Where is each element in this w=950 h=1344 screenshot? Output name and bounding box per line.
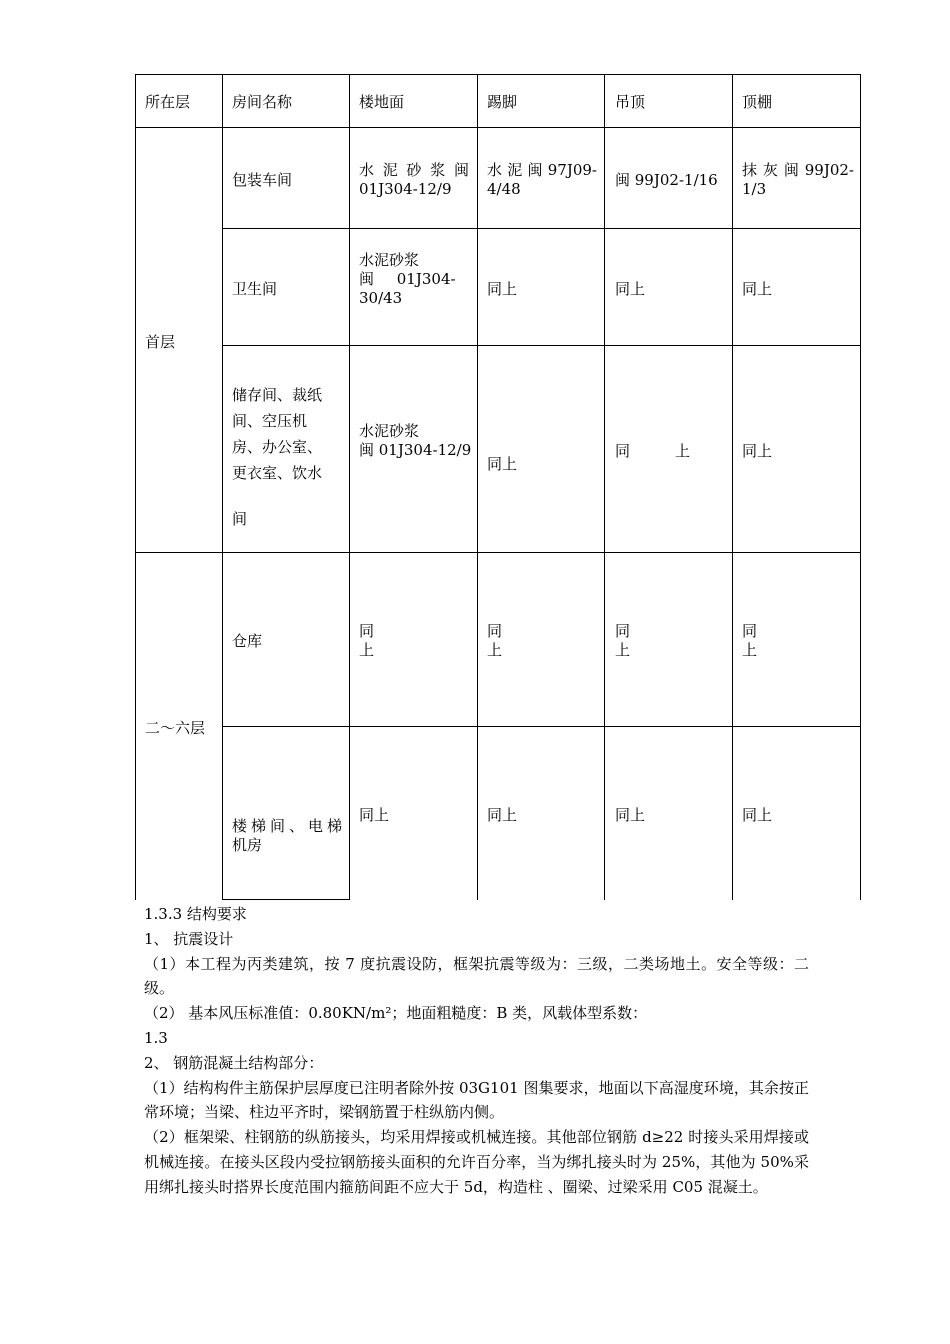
- subsection-heading: 2、 钢筋混凝土结构部分：: [144, 1053, 324, 1072]
- text-line: 间、空压机: [232, 412, 308, 430]
- table-line: [604, 74, 605, 900]
- text-line: 水泥砂浆: [359, 251, 420, 269]
- text-line: 同: [615, 622, 631, 640]
- table-header-cell: 所在层: [145, 93, 191, 111]
- structure-requirements: [144, 902, 809, 1200]
- table-line: [135, 127, 861, 128]
- text-line: 同: [359, 622, 375, 640]
- table-line: [477, 74, 478, 900]
- skirting-cell: [487, 622, 502, 660]
- floor-finish-cell: [359, 251, 471, 308]
- floor-label: 二～六层: [145, 719, 206, 737]
- text-line: 上: [359, 641, 375, 659]
- text-line: 楼梯间、电梯: [232, 817, 342, 835]
- text-line: 同: [742, 622, 758, 640]
- paragraph: （1）本工程为丙类建筑，按 7 度抗震设防，框架抗震等级为：三级，二类场地土。安全等级：二级。: [144, 954, 809, 998]
- table-line: [222, 345, 861, 346]
- table-line: [222, 228, 861, 229]
- text-line: 闽 01J304-: [359, 270, 456, 288]
- suspended-ceiling-cell: 同 上: [615, 442, 691, 460]
- table-header-cell: 楼地面: [359, 93, 405, 111]
- floor-finish-cell: [359, 422, 471, 460]
- floor-finish-cell: 同上: [359, 806, 390, 824]
- room-name-cell: [232, 817, 342, 855]
- table-header-cell: 吊顶: [615, 93, 646, 111]
- text-line: 房、办公室、: [232, 438, 323, 456]
- table-header-cell: 踢脚: [487, 93, 518, 111]
- skirting-cell: 水 泥 闽 97J09-4/48: [487, 161, 597, 198]
- text-line: 同: [487, 622, 503, 640]
- skirting-cell: 同上: [487, 806, 518, 824]
- room-name-cell: 包装车间: [232, 171, 293, 189]
- table-line: [222, 899, 350, 900]
- suspended-ceiling-cell: [615, 622, 630, 660]
- table-line: [222, 726, 861, 727]
- table-border-right: [860, 74, 861, 900]
- table-header-cell: 房间名称: [232, 93, 293, 111]
- floor-finish-cell: 水 泥 砂 浆 闽 01J304-12/9: [359, 161, 469, 198]
- ceiling-cell: [742, 622, 757, 660]
- suspended-ceiling-cell: 闽 99J02-1/16: [615, 171, 718, 189]
- text-line: 闽 01J304-12/9: [359, 441, 472, 459]
- text-line: 机房: [232, 836, 263, 854]
- table-line: [135, 552, 861, 553]
- floor-finish-cell: [359, 622, 374, 660]
- table-header-cell: 顶棚: [742, 93, 773, 111]
- floor-label: 首层: [145, 333, 176, 351]
- text-line: 水泥砂浆: [359, 422, 420, 440]
- paragraph: （2） 基本风压标准值：0.80KN/m²；地面粗糙度：B 类，风载体型系数：: [144, 1004, 648, 1023]
- paragraph: （1）结构构件主筋保护层厚度已注明者除外按 03G101 图集要求，地面以下高湿度环境，其余按正常环境；当梁、柱边平齐时，梁钢筋置于柱纵筋内侧。: [144, 1078, 809, 1122]
- text-line: 上: [487, 641, 503, 659]
- text-line: 上: [615, 641, 631, 659]
- table-line: [732, 74, 733, 900]
- suspended-ceiling-cell: 同上: [615, 806, 646, 824]
- section-heading: 1.3.3 结构要求: [144, 905, 247, 923]
- skirting-cell: 同上: [487, 455, 518, 473]
- table-line: [222, 74, 223, 900]
- suspended-ceiling-cell: 同上: [615, 280, 646, 298]
- ceiling-cell: 抹 灰 闽 99J02-1/3: [742, 161, 854, 198]
- paragraph: （2）框架梁、柱钢筋的纵筋接头，均采用焊接或机械连接。其他部位钢筋 d≥22 时接头采用焊接或机械连接。在接头区段内受拉钢筋接头面积的允许百分率，当为绑扎接头时为 25%，其他为 50%采用绑扎接头时搭界长度范围内箍筋间距不应大于 5d，构造柱 、圈梁、过梁采用 C05 混凝土。: [144, 1128, 809, 1196]
- ceiling-cell: 同上: [742, 442, 773, 460]
- table-border-top: [135, 74, 861, 75]
- skirting-cell: 同上: [487, 280, 518, 298]
- room-name-cell: [232, 382, 322, 532]
- text-line: 上: [742, 641, 758, 659]
- table-line: [349, 74, 350, 900]
- subsection-heading: 1、 抗震设计: [144, 929, 234, 948]
- text-line: 更衣室、饮水: [232, 464, 323, 482]
- text-line: 储存间、裁纸: [232, 386, 323, 404]
- text-line: 30/43: [359, 289, 403, 307]
- table-border-left: [135, 74, 136, 900]
- ceiling-cell: 同上: [742, 806, 773, 824]
- ceiling-cell: 同上: [742, 280, 773, 298]
- text-line: 间: [232, 510, 248, 528]
- room-name-cell: 卫生间: [232, 280, 278, 298]
- paragraph: 1.3: [144, 1028, 168, 1047]
- room-name-cell: 仓库: [232, 632, 263, 650]
